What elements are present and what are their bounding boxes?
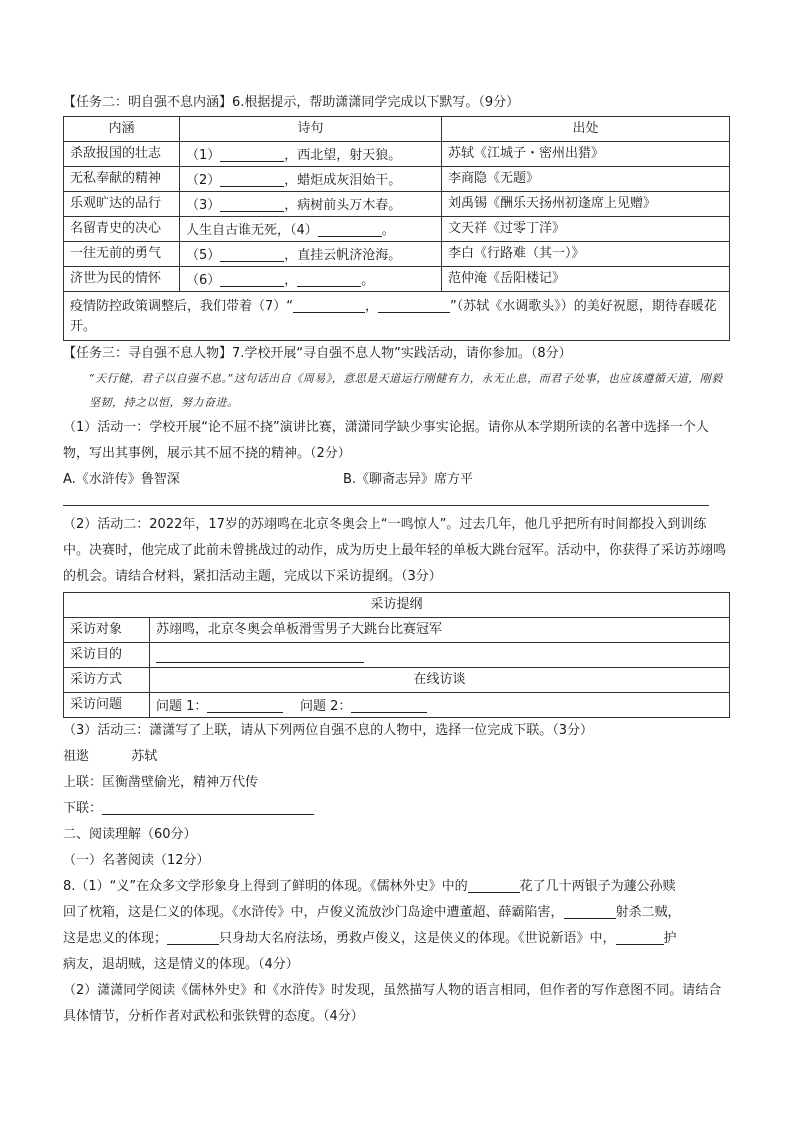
outline-title: 采访提纲 bbox=[64, 593, 730, 618]
exam-page bbox=[63, 90, 731, 1030]
answer-blank[interactable] bbox=[220, 245, 284, 262]
answer-blank[interactable] bbox=[297, 270, 361, 287]
source-cell: 刘禹锡《酬乐天扬州初逢席上见赠》 bbox=[442, 192, 730, 217]
answer-blank[interactable] bbox=[220, 195, 284, 212]
person-options bbox=[63, 744, 731, 770]
row-value: 在线访谈 bbox=[150, 668, 730, 693]
q8-part2: （2）潇潇同学阅读《儒林外史》和《水浒传》时发现，虽然描写人物的语言相同，但作者的写作意图不同。请结合具体情节，分析作者对武松和张铁臂的态度。（4分） bbox=[63, 983, 722, 1024]
answer-blank[interactable] bbox=[220, 170, 284, 187]
activity3-prompt: （3）活动三：潇潇写了上联，请从下列两位自强不息的人物中，选择一位完成下联。（3分） bbox=[63, 723, 594, 738]
source-cell: 李白《行路难（其一）》 bbox=[442, 242, 730, 267]
column-header: 诗句 bbox=[180, 117, 442, 142]
interview-outline-table bbox=[63, 592, 730, 718]
column-header: 内涵 bbox=[64, 117, 180, 142]
meaning-cell: 杀敌报国的壮志 bbox=[64, 142, 180, 167]
answer-blank[interactable] bbox=[616, 928, 664, 945]
answer-blank[interactable] bbox=[564, 902, 616, 919]
row-value: 苏翊鸣，北京冬奥会单板滑雪男子大跳台比赛冠军 bbox=[150, 618, 730, 643]
verse-cell: 人生自古谁无死，（4） 。 bbox=[180, 217, 442, 242]
table-row bbox=[64, 643, 730, 668]
row-label: 采访问题 bbox=[64, 693, 150, 718]
q8-line: 病友，退胡贼，这是情义的体现。（4分） bbox=[63, 957, 299, 972]
q8-line: 这是忠义的体现； 只身劫大名府法场，勇救卢俊义，这是侠义的体现。《世说新语》中， 护 bbox=[63, 926, 731, 952]
meaning-cell: 济世为民的情怀 bbox=[64, 267, 180, 292]
table-row bbox=[64, 668, 730, 693]
answer-blank[interactable] bbox=[293, 296, 365, 313]
table-row bbox=[64, 267, 730, 292]
lower-couplet: 下联： bbox=[63, 796, 731, 822]
row-label: 采访目的 bbox=[64, 643, 150, 668]
task3-header: 【任务三：寻自强不息人物】7.学校开展“寻自强不息人物”实践活动，请你参加。（8分） bbox=[63, 346, 572, 361]
option-a[interactable]: A.《水浒传》鲁智深 bbox=[63, 472, 180, 487]
answer-blank[interactable] bbox=[207, 696, 283, 713]
person-option: 祖逖 bbox=[63, 749, 90, 764]
option-b[interactable]: B.《聊斋志异》席方平 bbox=[343, 472, 474, 487]
column-header: 出处 bbox=[442, 117, 730, 142]
purpose-cell bbox=[150, 643, 730, 668]
source-cell: 李商隐《无题》 bbox=[442, 167, 730, 192]
q8-line: 8.（1）“义”在众多文学形象身上得到了鲜明的体现。《儒林外史》中的 花了几十两银子为蘧公孙赎 bbox=[63, 874, 731, 900]
answer-blank[interactable] bbox=[167, 928, 219, 945]
wish-cell: 疫情防控政策调整后，我们带着（7）“ ， ”（苏轼《水调歌头》）的美好祝愿，期待春暖花开。 bbox=[64, 292, 730, 341]
answer-blank[interactable] bbox=[156, 646, 364, 663]
q8-line: 回了枕箱，这是仁义的体现。《水浒传》中，卢俊义流放沙门岛途中遭董超、薛霸陷害， 射杀二贼， bbox=[63, 900, 731, 926]
verse-cell: （5） ，直挂云帆济沧海。 bbox=[180, 242, 442, 267]
source-cell: 范仲淹《岳阳楼记》 bbox=[442, 267, 730, 292]
table-row bbox=[64, 217, 730, 242]
source-cell: 文天祥《过零丁洋》 bbox=[442, 217, 730, 242]
zhouyi-quote: “天行健，君子以自强不息。”这句话出自《周易》，意思是天道运行刚健有力，永无止息，而君子处事，也应该遵循天道，刚毅坚韧，持之以恒，努力奋进。 bbox=[89, 372, 723, 409]
section-title: 二、阅读理解（60分） bbox=[63, 827, 197, 842]
verse-cell: （6） ， 。 bbox=[180, 267, 442, 292]
table-row bbox=[64, 192, 730, 217]
table-header-row bbox=[64, 117, 730, 142]
answer-blank[interactable] bbox=[468, 876, 520, 893]
source-cell: 苏轼《江城子・密州出猎》 bbox=[442, 142, 730, 167]
answer-blank[interactable] bbox=[220, 145, 284, 162]
verse-cell: （2） ，蜡炬成灰泪始干。 bbox=[180, 167, 442, 192]
questions-cell: 问题 1： 问题 2： bbox=[150, 693, 730, 718]
table-row bbox=[64, 142, 730, 167]
row-label: 采访对象 bbox=[64, 618, 150, 643]
task2-header: 【任务二：明自强不息内涵】6.根据提示，帮助潇潇同学完成以下默写。（9分） bbox=[63, 95, 520, 110]
table-row bbox=[64, 292, 730, 341]
answer-blank[interactable] bbox=[220, 270, 284, 287]
verse-cell: （3） ，病树前头万木春。 bbox=[180, 192, 442, 217]
table-row bbox=[64, 693, 730, 718]
answer-blank[interactable] bbox=[378, 296, 450, 313]
answer-blank[interactable] bbox=[318, 220, 382, 237]
dictation-table bbox=[63, 116, 730, 341]
meaning-cell: 一往无前的勇气 bbox=[64, 242, 180, 267]
meaning-cell: 乐观旷达的品行 bbox=[64, 192, 180, 217]
meaning-cell: 名留青史的决心 bbox=[64, 217, 180, 242]
table-row bbox=[64, 167, 730, 192]
person-option: 苏轼 bbox=[131, 749, 158, 764]
answer-line[interactable] bbox=[63, 493, 709, 506]
activity2-prompt: （2）活动二：2022年，17岁的苏翊鸣在北京冬奥会上“一鸣惊人”。过去几年，他几乎把所有时间都投入到训练中。决赛时，他完成了此前未曾挑战过的动作，成为历史上最年轻的单板大跳台冠军。活动中，你获得了采访苏翊鸣的机会。请结合材料，紧扣活动主题，完成以下采访提纲。（3分） bbox=[63, 517, 727, 584]
verse-cell: （1） ，西北望，射天狼。 bbox=[180, 142, 442, 167]
answer-blank[interactable] bbox=[102, 798, 314, 815]
table-row bbox=[64, 242, 730, 267]
row-label: 采访方式 bbox=[64, 668, 150, 693]
table-row bbox=[64, 618, 730, 643]
upper-couplet: 上联：匡衡凿壁偷光，精神万代传 bbox=[63, 775, 259, 790]
activity1-prompt: （1）活动一：学校开展“论不屈不挠”演讲比赛，潇潇同学缺少事实论据。请你从本学期所读的名著中选择一个人物，写出其事例，展示其不屈不挠的精神。（2分） bbox=[63, 420, 709, 461]
subsection-title: （一）名著阅读（12分） bbox=[63, 853, 210, 868]
meaning-cell: 无私奉献的精神 bbox=[64, 167, 180, 192]
answer-blank[interactable] bbox=[351, 696, 427, 713]
activity1-options bbox=[63, 467, 731, 493]
